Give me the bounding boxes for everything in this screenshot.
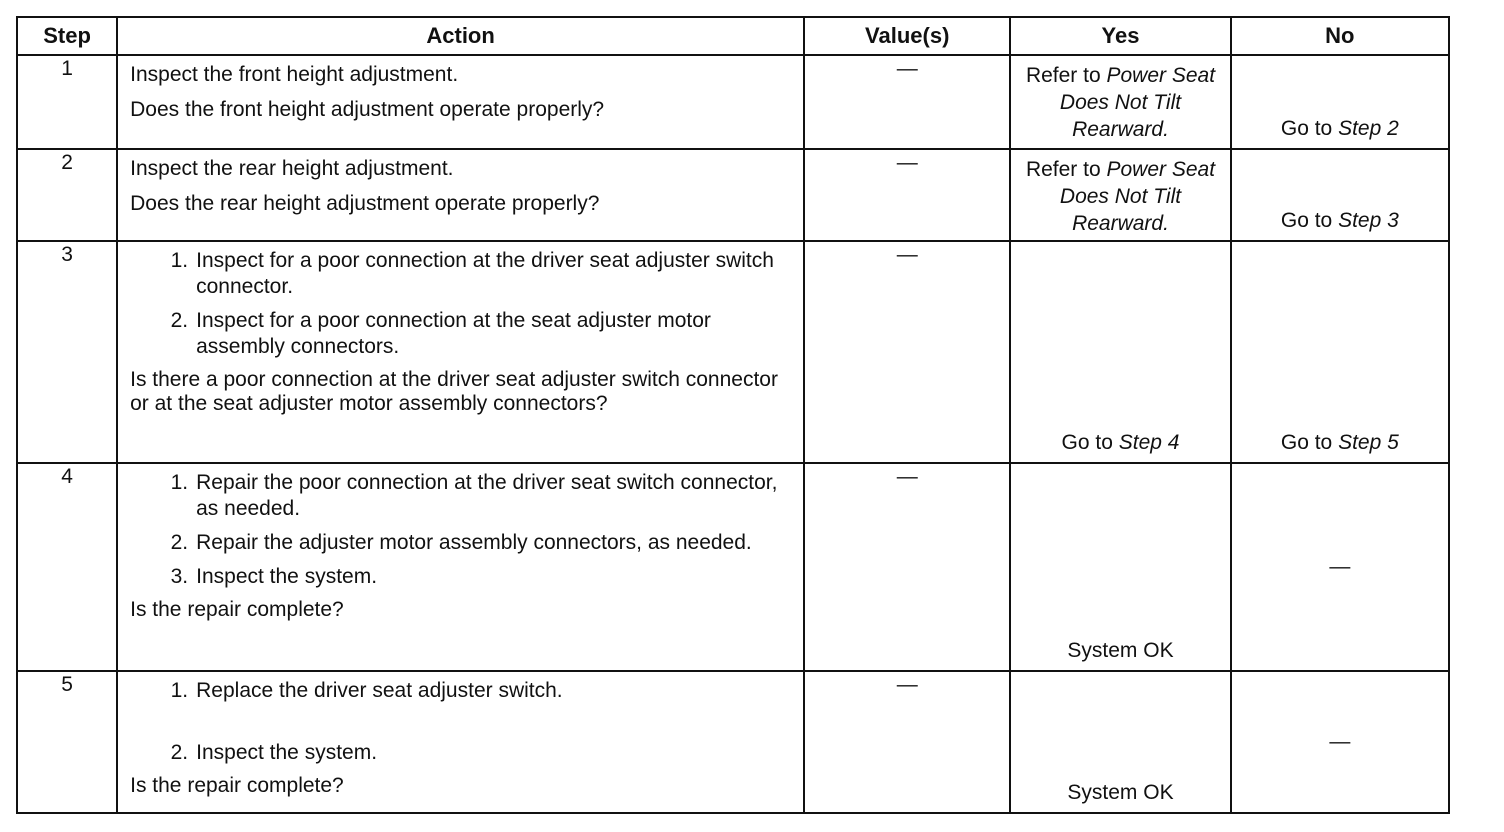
action-cell — [117, 149, 804, 241]
substep-list — [130, 248, 793, 360]
table-row — [17, 671, 1449, 813]
step-number: 4 — [17, 463, 117, 671]
yes-reference — [1011, 56, 1229, 143]
no-result: — — [1329, 555, 1351, 578]
header-yes: Yes — [1010, 17, 1230, 55]
substep-number: 1. — [170, 679, 189, 702]
substep-text: Repair the poor connection at the driver seat switch connector, as needed. — [196, 471, 778, 520]
yes-cell — [1010, 463, 1230, 671]
yes-prefix: Refer to — [1025, 158, 1101, 181]
question-text: Is the repair complete? — [130, 598, 344, 621]
substep-list — [130, 678, 793, 766]
table-row — [17, 55, 1449, 149]
header-row — [17, 17, 1449, 55]
question-text: Does the rear height adjustment operate properly? — [130, 192, 600, 215]
step-number: 3 — [17, 241, 117, 463]
no-cell — [1231, 671, 1449, 813]
substep-text: Inspect for a poor connection at the driver seat adjuster switch connector. — [196, 249, 774, 298]
action-text: Inspect the front height adjustment. — [130, 63, 459, 86]
header-no: No — [1231, 17, 1449, 55]
no-cell — [1231, 463, 1449, 671]
step-number: 2 — [17, 149, 117, 241]
no-cell — [1231, 149, 1449, 241]
header-action: Action — [117, 17, 804, 55]
step-number: 1 — [17, 55, 117, 149]
substep-text: Replace the driver seat adjuster switch. — [196, 679, 563, 702]
no-prefix: Go to — [1280, 117, 1333, 140]
yes-ref-link[interactable]: Power Seat Does Not Tilt Rearward. — [1059, 64, 1216, 141]
action-cell — [117, 55, 804, 149]
substep-text: Repair the adjuster motor assembly connectors, as needed. — [196, 531, 752, 554]
question-text: Is the repair complete? — [130, 774, 344, 797]
no-prefix: Go to — [1280, 209, 1333, 232]
yes-prefix: Refer to — [1025, 64, 1101, 87]
list-item — [130, 530, 793, 556]
substep-number: 2. — [170, 309, 189, 332]
no-cell — [1231, 55, 1449, 149]
substep-number: 2. — [170, 741, 189, 764]
header-step: Step — [17, 17, 117, 55]
substep-number: 2. — [170, 531, 189, 554]
table-row — [17, 463, 1449, 671]
substep-text: Inspect for a poor connection at the seat adjuster motor assembly connectors. — [196, 309, 711, 358]
list-item — [130, 308, 793, 360]
list-item — [130, 678, 793, 704]
yes-cell — [1010, 55, 1230, 149]
no-ref-link[interactable]: Step 2 — [1338, 117, 1399, 140]
list-item — [130, 740, 793, 766]
value-cell: — — [804, 463, 1010, 671]
yes-ref-link[interactable]: Power Seat Does Not Tilt Rearward. — [1059, 158, 1216, 235]
action-cell — [117, 241, 804, 463]
yes-result: System OK — [1067, 639, 1174, 662]
header-values: Value(s) — [804, 17, 1010, 55]
list-item — [130, 564, 793, 590]
list-item — [130, 470, 793, 522]
action-cell — [117, 671, 804, 813]
yes-reference — [1011, 150, 1229, 237]
no-cell — [1231, 241, 1449, 463]
action-text: Inspect the rear height adjustment. — [130, 157, 454, 180]
no-result: — — [1329, 730, 1351, 753]
action-cell — [117, 463, 804, 671]
substep-list — [130, 470, 793, 590]
substep-number: 1. — [170, 249, 189, 272]
yes-cell — [1010, 241, 1230, 463]
value-cell: — — [804, 55, 1010, 149]
substep-text: Inspect the system. — [196, 741, 378, 764]
diagnostic-table — [16, 16, 1450, 814]
no-ref-link[interactable]: Step 5 — [1338, 431, 1399, 454]
no-ref-link[interactable]: Step 3 — [1338, 209, 1399, 232]
yes-reference — [1011, 430, 1229, 456]
value-cell: — — [804, 241, 1010, 463]
value-cell: — — [804, 149, 1010, 241]
substep-number: 3. — [170, 565, 189, 588]
step-number: 5 — [17, 671, 117, 813]
no-reference — [1232, 430, 1448, 456]
question-text: Is there a poor connection at the driver seat adjuster switch connector or at the seat adjuster motor assembly connectors? — [130, 368, 778, 415]
table-row — [17, 149, 1449, 241]
question-text: Does the front height adjustment operate properly? — [130, 98, 605, 121]
substep-text: Inspect the system. — [196, 565, 378, 588]
yes-result: System OK — [1067, 781, 1174, 804]
yes-cell — [1010, 149, 1230, 241]
yes-prefix: Go to — [1061, 431, 1113, 454]
no-reference — [1232, 208, 1448, 234]
no-prefix: Go to — [1280, 431, 1333, 454]
substep-number: 1. — [170, 471, 189, 494]
yes-cell — [1010, 671, 1230, 813]
list-item — [130, 248, 793, 300]
no-reference — [1232, 116, 1448, 142]
value-cell: — — [804, 671, 1010, 813]
yes-ref-link[interactable]: Step 4 — [1118, 431, 1180, 454]
table-row — [17, 241, 1449, 463]
